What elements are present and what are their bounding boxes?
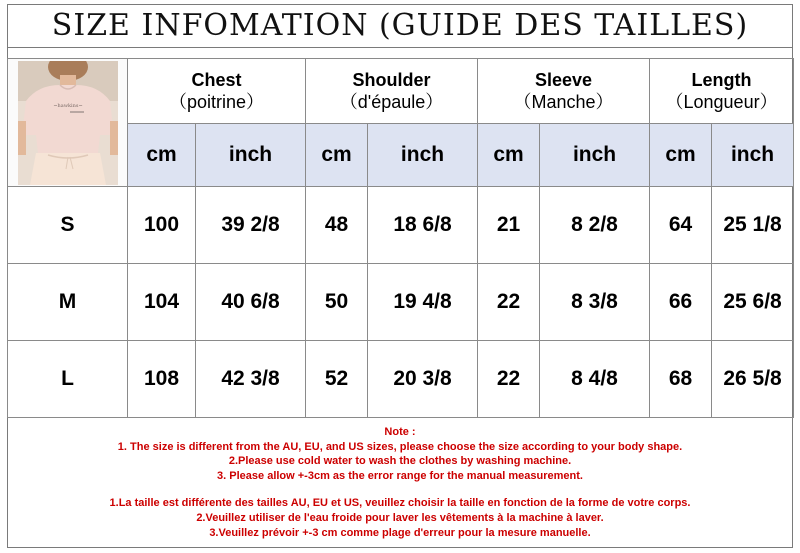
length-cm-value: 66 <box>650 264 712 341</box>
length-inch-value: 26 5/8 <box>712 341 794 418</box>
header-row <box>8 59 794 124</box>
sleeve-cm-value: 21 <box>478 187 540 264</box>
shoulder-cm-value: 48 <box>306 187 368 264</box>
shoulder-inch-value: 20 3/8 <box>368 341 478 418</box>
unit-length-inch: inch <box>712 124 794 187</box>
unit-shoulder-inch: inch <box>368 124 478 187</box>
chest-cm-value: 108 <box>128 341 196 418</box>
chest-cm-value: 104 <box>128 264 196 341</box>
size-label: S <box>8 187 128 264</box>
note-en-2: 2.Please use cold water to wash the clothes by washing machine. <box>228 455 572 468</box>
chest-cm-value: 100 <box>128 187 196 264</box>
unit-shoulder-cm: cm <box>306 124 368 187</box>
notes-section <box>7 422 793 548</box>
product-photo-cell <box>8 59 128 187</box>
unit-chest-inch: inch <box>196 124 306 187</box>
header-length <box>650 59 794 124</box>
header-chest-sub: （poitrine） <box>168 92 265 112</box>
page-title: SIZE INFOMATION (GUIDE DES TAILLES) <box>7 4 793 48</box>
note-en-3: 3. Please allow +-3cm as the error range for the manual measurement. <box>217 469 583 482</box>
unit-sleeve-inch: inch <box>540 124 650 187</box>
header-chest <box>128 59 306 124</box>
header-sleeve-sub: （Manche） <box>513 92 614 112</box>
length-cm-value: 64 <box>650 187 712 264</box>
unit-chest-cm: cm <box>128 124 196 187</box>
table-row <box>8 187 794 264</box>
chest-inch-value: 42 3/8 <box>196 341 306 418</box>
unit-sleeve-cm: cm <box>478 124 540 187</box>
length-inch-value: 25 1/8 <box>712 187 794 264</box>
chest-inch-value: 39 2/8 <box>196 187 306 264</box>
header-shoulder-name: Shoulder <box>352 70 431 90</box>
notes-heading: Note : <box>384 426 416 438</box>
size-label: M <box>8 264 128 341</box>
shoulder-cm-value: 50 <box>306 264 368 341</box>
size-table <box>7 58 794 418</box>
sleeve-inch-value: 8 2/8 <box>540 187 650 264</box>
chest-inch-value: 40 6/8 <box>196 264 306 341</box>
header-sleeve <box>478 59 650 124</box>
sleeve-cm-value: 22 <box>478 341 540 418</box>
length-inch-value: 25 6/8 <box>712 264 794 341</box>
header-length-sub: （Longueur） <box>665 92 778 112</box>
sleeve-inch-value: 8 4/8 <box>540 341 650 418</box>
header-sleeve-name: Sleeve <box>534 70 593 90</box>
shoulder-inch-value: 18 6/8 <box>368 187 478 264</box>
header-length-name: Length <box>691 70 752 90</box>
product-photo <box>18 61 118 185</box>
shoulder-inch-value: 19 4/8 <box>368 264 478 341</box>
note-en-1: 1. The size is different from the AU, EU, and US sizes, please choose the size according to your body shape. <box>117 440 683 453</box>
table-row <box>8 264 794 341</box>
shirt-print-text: ~hawkins~ <box>53 103 83 109</box>
note-fr-3: 3.Veuillez prévoir +-3 cm comme plage d'erreur pour la mesure manuelle. <box>209 526 591 539</box>
note-fr-1: 1.La taille est différente des tailles AU, EU et US, veuillez choisir la taille en fonction de la forme de votre corps. <box>109 497 691 510</box>
sleeve-inch-value: 8 3/8 <box>540 264 650 341</box>
length-cm-value: 68 <box>650 341 712 418</box>
note-fr-2: 2.Veuillez utiliser de l'eau froide pour laver les vêtements à la machine à laver. <box>196 511 604 524</box>
table-row <box>8 341 794 418</box>
header-shoulder-sub: （d'épaule） <box>339 92 444 112</box>
notes-spacer <box>7 483 793 496</box>
header-chest-name: Chest <box>191 70 242 90</box>
shoulder-cm-value: 52 <box>306 341 368 418</box>
size-label: L <box>8 341 128 418</box>
header-shoulder <box>306 59 478 124</box>
unit-length-cm: cm <box>650 124 712 187</box>
sleeve-cm-value: 22 <box>478 264 540 341</box>
